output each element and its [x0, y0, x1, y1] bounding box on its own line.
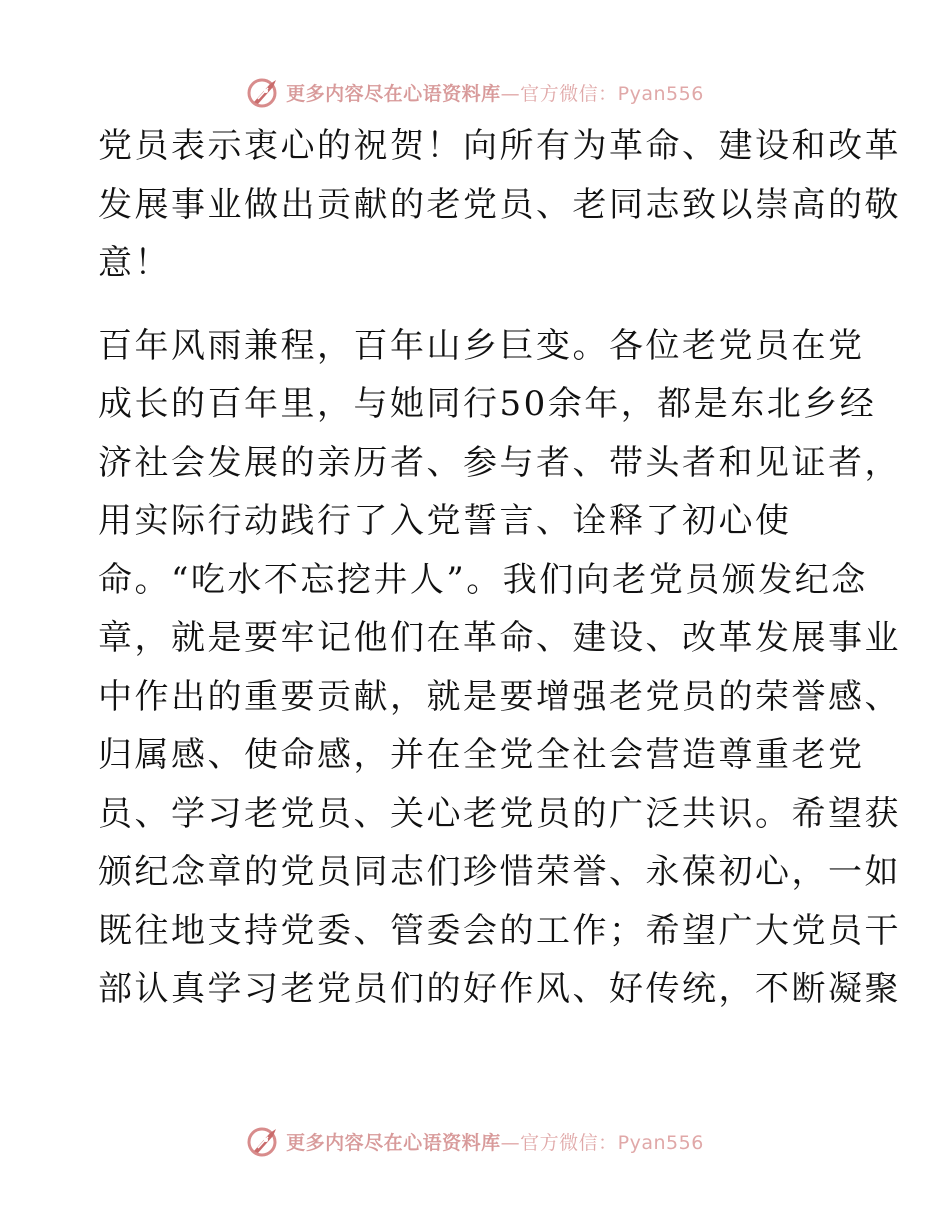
document-body — [98, 117, 901, 1019]
text-line: 颁纪念章的党员同志们珍惜荣誉、永葆初心，一如 — [98, 852, 901, 892]
text-line: 党员表示衷心的祝贺！向所有为革命、建设和改革 — [98, 126, 901, 166]
text-line: 发展事业做出贡献的老党员、老同志致以崇高的敬 — [98, 184, 901, 225]
text-line: 意！ — [98, 243, 171, 283]
header-banner-text — [286, 79, 704, 106]
header-banner-contact: —官方微信：Pyan556 — [500, 82, 704, 105]
text-line: 百年风雨兼程，百年山乡巨变。各位老党员在党 — [98, 325, 865, 366]
text-line: 既往地支持党委、管委会的工作；希望广大党员干 — [98, 910, 901, 951]
text-line: 用实际行动践行了入党誓言、诠释了初心使 — [98, 501, 792, 541]
footer-banner-brand: 更多内容尽在心语资料库 — [286, 1131, 501, 1154]
footer-banner-text — [286, 1128, 704, 1155]
paragraph-gap — [98, 293, 858, 317]
text-line: 中作出的重要贡献，就是要增强老党员的荣誉感、 — [98, 676, 901, 717]
text-line: 命。“吃水不忘挖井人”。我们向老党员颁发纪念 — [98, 559, 868, 600]
text-line: 章，就是要牢记他们在革命、建设、改革发展事业 — [98, 618, 901, 658]
pen-nib-logo-icon — [246, 74, 282, 110]
footer-banner-contact: —官方微信：Pyan556 — [500, 1131, 704, 1154]
text-line: 济社会发展的亲历者、参与者、带头者和见证者， — [98, 442, 901, 483]
text-line: 员、学习老党员、关心老党员的广泛共识。希望获 — [98, 793, 901, 834]
header-watermark-banner — [0, 72, 950, 112]
paragraph-2 — [98, 317, 901, 1019]
text-line: 部认真学习老党员们的好作风、好传统，不断凝聚 — [98, 969, 901, 1009]
header-banner-brand: 更多内容尽在心语资料库 — [286, 82, 501, 105]
text-line: 成长的百年里，与她同行50余年，都是东北乡经 — [98, 384, 877, 424]
pen-nib-logo-icon — [246, 1123, 282, 1159]
paragraph-1 — [98, 117, 901, 293]
footer-watermark-banner — [0, 1121, 950, 1161]
text-line: 归属感、使命感，并在全党全社会营造尊重老党 — [98, 735, 865, 775]
